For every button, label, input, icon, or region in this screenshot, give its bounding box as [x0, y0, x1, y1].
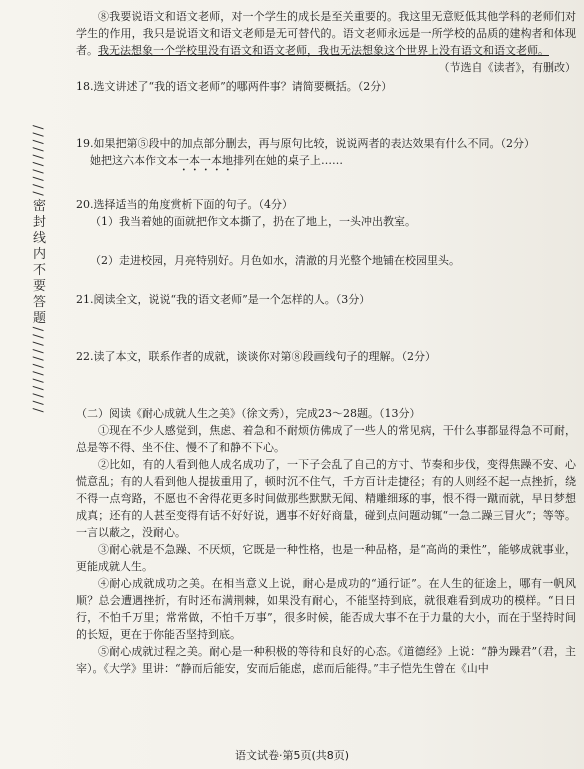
question-18: 18.选文讲述了“我的语文老师”的哪两件事？请简要概括。（2分） — [76, 80, 393, 93]
q19-sentence-end: 排列在她的桌子上…… — [233, 154, 343, 167]
q19-dotted-words: 一本一本地 — [178, 154, 233, 167]
passage-paragraph-8 — [76, 8, 576, 59]
page-footer: 语文试卷·第5页(共8页) — [234, 749, 350, 762]
question-19: 19.如果把第⑤段中的加点部分删去，再与原句比较，说说两者的表达效果有什么不同。（2分） — [76, 137, 535, 150]
question-19-sentence — [76, 152, 576, 174]
binding-margin — [0, 0, 72, 769]
section-2-paragraph-4: ④耐心成就成功之美。在相当意义上说，耐心是成功的“通行证”。在人生的征途上，哪有一帆风顺？总会遭遇挫折，有时还布满荆棘，如果没有耐心，不能坚持到底，就很难看到成功的模样。“日日行，不怕千万里；常常做，不怕千万事”，很多时候，能否成大事不在于力量的大小，而在于坚持时间的长短，更在于你能否坚持到底。 — [76, 577, 576, 641]
q19-sentence-start: 她把这六本作文本 — [90, 154, 178, 167]
section-2-paragraph-5: ⑤耐心成就过程之美。耐心是一种积极的等待和良好的心态。《道德经》上说：“静为躁君”（君，主宰）。《大学》里讲：“静而后能安，安而后能虑，虑而后能得。”丰子恺先生曾在《山中 — [76, 645, 576, 675]
paragraph-8-text: ⑧我要说语文和语文老师，对一个学生的成长是至关重要的。我这里无意贬低其他学科的老师们对学生的作用，我只是说语文和语文老师是无可替代的。语文老师永远是一所学校的品质的建构者和体现者。 — [76, 10, 576, 57]
section-2-paragraph-2: ②比如，有的人看到他人成名成功了，一下子会乱了自己的方寸、节奏和步伐，变得焦躁不安、心慌意乱；有的人看到他人提拔重用了，顿时沉不住气，千方百计走捷径；有的人则经不起一点挫折，绕不得一点弯路，不愿也不舍得花更多时间做那些默默无闻、精雕细琢的事，恨不得一蹴而就，早日梦想成真；还有的人甚至变得有话不好好说，遇事不好好商量，碰到点问题动辄“一急二躁三冒火”；等等。一言以蔽之，没耐心。 — [76, 458, 576, 539]
question-20-item-2: （2）走进校园，月亮特别好。月色如水，清澈的月光整个地铺在校园里头。 — [90, 254, 460, 267]
section-2-heading: （二）阅读《耐心成就人生之美》（徐文秀），完成23～28题。（13分） — [76, 407, 421, 420]
question-21: 21.阅读全文，说说“我的语文老师”是一个怎样的人。（3分） — [76, 293, 371, 306]
section-2-paragraph-1: ①现在不少人感觉到，焦虑、着急和不耐烦仿佛成了一些人的常见病，干什么事都显得急不可耐，总是等不得、坐不住、慢不了和静不下心。 — [76, 424, 576, 454]
paragraph-8-underlined-sentence: 我无法想象一个学校里没有语文和语文老师，我也无法想象这个世界上没有语文和语文老师。 — [98, 44, 549, 57]
question-22: 22.读了本文，联系作者的成就，谈谈你对第⑧段画线句子的理解。（2分） — [76, 350, 436, 363]
section-2-paragraph-3: ③耐心就是不急躁、不厌烦，它既是一种性格，也是一种品格，是“高尚的秉性”，能够成就事业，更能成就人生。 — [76, 543, 576, 573]
seal-line-notice: //////////密封线内不要答题//////////// — [30, 125, 45, 416]
page-content — [76, 8, 576, 677]
question-20: 20.选择适当的角度赏析下面的句子。（4分） — [76, 198, 293, 211]
question-20-item-1: （1）我当着她的面就把作文本撕了，扔在了地上，一头冲出教室。 — [90, 215, 416, 228]
passage-source: （节选自《读者》，有删改） — [438, 61, 576, 74]
